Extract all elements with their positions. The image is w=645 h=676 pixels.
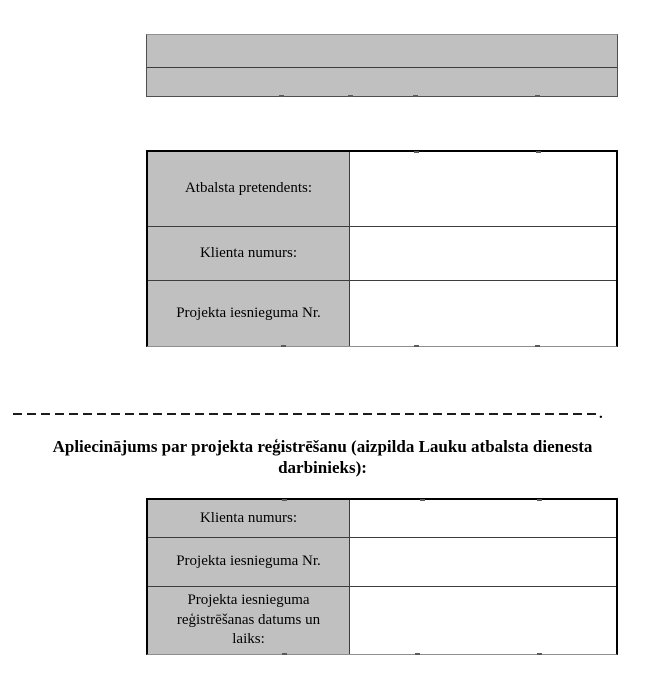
header-row[interactable] [147,68,617,96]
applicant-table [146,150,618,347]
applicant-value-field[interactable] [350,152,616,227]
reg-client-number-value-field[interactable] [350,500,616,538]
grid-tick-mark [414,151,419,153]
dashed-separator-line [13,413,598,415]
reg-datetime-label: Projekta iesnieguma reģistrēšanas datums un laiks: [148,587,350,654]
grid-tick-mark [281,345,286,347]
reg-project-application-nr-value-field[interactable] [350,538,616,587]
registration-table [146,498,618,655]
separator-end-dot: . [599,406,603,422]
grid-tick-mark [279,95,284,97]
project-application-nr-value-field[interactable] [350,281,616,346]
reg-datetime-value-field[interactable] [350,587,616,654]
grid-tick-mark [413,95,418,97]
grid-tick-mark [537,499,542,501]
header-table [146,34,618,97]
applicant-label: Atbalsta pretendents: [148,152,350,227]
grid-tick-mark [420,499,425,501]
grid-tick-mark [536,151,541,153]
client-number-value-field[interactable] [350,227,616,281]
grid-tick-mark [414,345,419,347]
grid-tick-mark [535,95,540,97]
section-heading-text: Apliecinājums par projekta reģistrēšanu (aizpilda Lauku atbalsta dienesta darbinieks): [52,437,593,477]
grid-tick-mark [282,653,287,655]
project-application-nr-label: Projekta iesnieguma Nr. [148,281,350,346]
reg-client-number-label: Klienta numurs: [148,500,350,538]
grid-tick-mark [535,345,540,347]
section-heading [0,436,645,478]
grid-tick-mark [282,499,287,501]
grid-tick-mark [415,653,420,655]
reg-project-application-nr-label: Projekta iesnieguma Nr. [148,538,350,587]
client-number-label: Klienta numurs: [148,227,350,281]
grid-tick-mark [348,95,353,97]
grid-tick-mark [537,653,542,655]
header-row[interactable] [147,35,617,68]
